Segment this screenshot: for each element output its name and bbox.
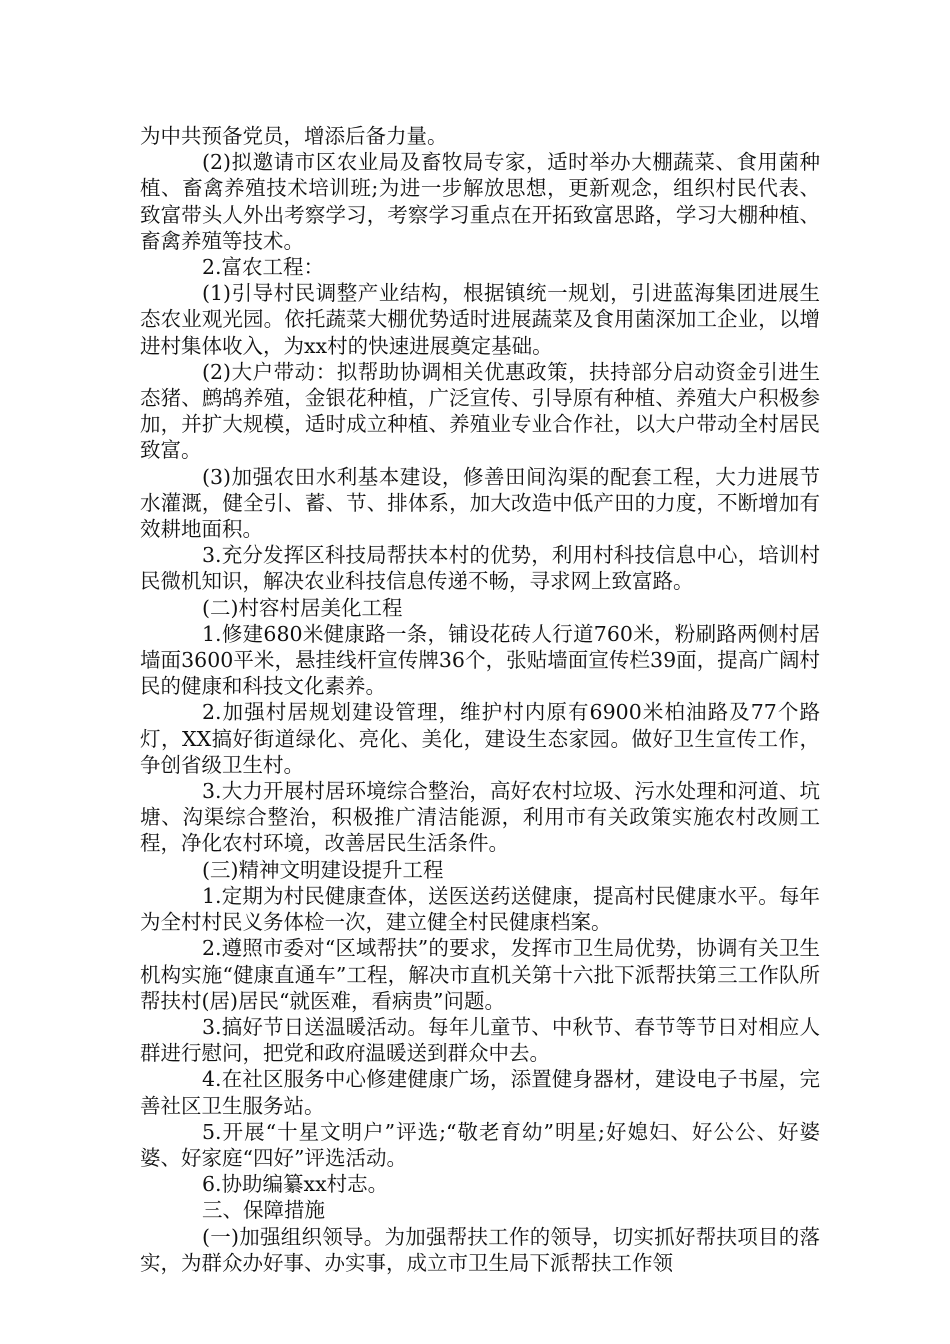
section-heading: 2.富农工程： xyxy=(202,255,325,280)
paragraph: 4.在社区服务中心修建健康广场，添置健身器材，建设电子书屋，完善社区卫生服务站。 xyxy=(140,1067,820,1118)
paragraph: 2.加强村居规划建设管理，维护村内原有6900米柏油路及77个路灯，XX搞好街道绿化、亮化、美化，建设生态家园。做好卫生宣传工作，争创省级卫生村。 xyxy=(140,700,820,777)
section-heading: (三)精神文明建设提升工程 xyxy=(202,857,444,882)
paragraph: 3.大力开展村居环境综合整治，高好农村垃圾、污水处理和河道、坑塘、沟渠综合整治，积极推广清洁能源，利用市有关政策实施农村改厕工程，净化农村环境，改善居民生活条件。 xyxy=(140,779,820,856)
paragraph: 为中共预备党员，增添后备力量。 xyxy=(140,124,448,148)
paragraph: 6.协助编纂xx村志。 xyxy=(202,1172,389,1197)
paragraph: (3)加强农田水利基本建设，修善田间沟渠的配套工程，大力进展节水灌溉，健全引、蓄、节、排体系，加大改造中低产田的力度，不断增加有效耕地面积。 xyxy=(140,464,820,542)
paragraph: 2.遵照市委对“区域帮扶”的要求，发挥市卫生局优势，协调有关卫生机构实施“健康直通车”工程，解决市直机关第十六批下派帮扶第三工作队所帮扶村(居)居民“就医难，看病贵”问题。 xyxy=(140,936,820,1013)
paragraph: 3.搞好节日送温暖活动。每年儿童节、中秋节、春节等节日对相应人群进行慰问，把党和政府温暖送到群众中去。 xyxy=(140,1014,820,1066)
paragraph: (2)大户带动：拟帮助协调相关优惠政策，扶持部分启动资金引进生态猪、鹧鸪养殖，金银花种植，广泛宣传、引导原有种植、养殖大户积极参加，并扩大规模，适时成立种植、养殖业专业合作社，以大户带动全村居民致富。 xyxy=(140,359,820,463)
paragraph: 5.开展“十星文明户”评选;“敬老育幼”明星;好媳妇、好公公、好婆婆、好家庭“四好”评选活动。 xyxy=(140,1119,820,1170)
paragraph: (2)拟邀请市区农业局及畜牧局专家，适时举办大棚蔬菜、食用菌种植、畜禽养殖技术培训班;为进一步解放思想，更新观念，组织村民代表、致富带头人外出考察学习，考察学习重点在开拓致富思路，学习大棚种植、畜禽养殖等技术。 xyxy=(140,150,820,253)
paragraph: 1.定期为村民健康查体，送医送药送健康，提高村民健康水平。每年为全村村民义务体检一次，建立健全村民健康档案。 xyxy=(140,883,820,935)
paragraph: 3.充分发挥区科技局帮扶本村的优势，利用村科技信息中心，培训村民微机知识，解决农业科技信息传递不畅，寻求网上致富路。 xyxy=(140,543,820,594)
section-heading: (二)村容村居美化工程 xyxy=(202,595,403,620)
section-heading: 三、保障措施 xyxy=(202,1198,325,1223)
paragraph: 1.修建680米健康路一条，铺设花砖人行道760米，粉刷路两侧村居墙面3600平米，悬挂线杆宣传牌36个，张贴墙面宣传栏39面，提高广阔村民的健康和科技文化素养。 xyxy=(140,621,820,699)
paragraph: (1)引导村民调整产业结构，根据镇统一规划，引进蓝海集团进展生态农业观光园。依托蔬菜大棚优势适时进展蔬菜及食用菌深加工企业，以增进村集体收入，为xx村的快速进展奠定基础。 xyxy=(140,281,820,358)
document-page xyxy=(140,123,820,1276)
paragraph: (一)加强组织领导。为加强帮扶工作的领导，切实抓好帮扶项目的落实，为群众办好事、办实事，成立市卫生局下派帮扶工作领 xyxy=(140,1224,820,1275)
